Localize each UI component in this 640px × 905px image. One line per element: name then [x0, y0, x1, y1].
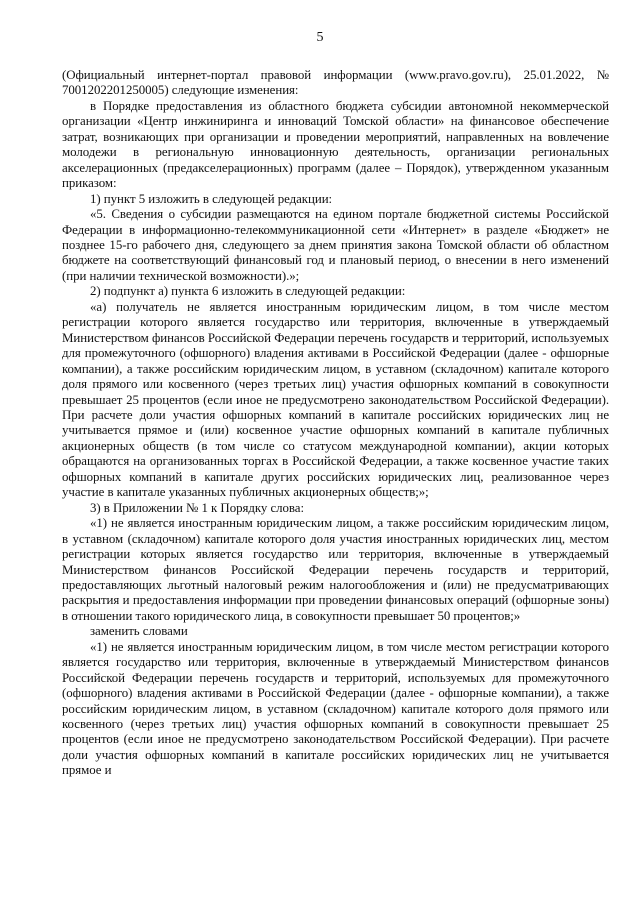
paragraph-intro: (Официальный интернет-портал правовой информации (www.pravo.gov.ru), 25.01.2022, № 7001202201250005) следующие изменения: — [62, 68, 609, 98]
page-number: 5 — [316, 30, 324, 45]
paragraph-item-2-heading: 2) подпункт а) пункта 6 изложить в следующей редакции: — [90, 284, 406, 299]
paragraph-new-wording: «1) не является иностранным юридическим лицом, в том числе местом регистрации которого является государство или территория, включенные в утверждаемый Министерством финансов Российской Федерации перечень государств и территорий, используемых для промежуточного (офшорного) владения активами в Российской Федерации (далее - офшорные компании), а также российским юридическим лицом, в уставном (складочном) капитале которого доля прямого или косвенного (через третьих лиц) участия офшорных компаний в совокупности превышает 25 процентов (если иное не предусмотрено законодательством Российской Федерации). При расчете доли участия офшорных компаний в капитале российских юридических лиц не учитывается прямое и — [62, 639, 609, 778]
paragraph-replace-with: заменить словами — [90, 624, 188, 639]
document-body — [62, 68, 609, 779]
paragraph-item-3-heading: 3) в Приложении № 1 к Порядку слова: — [90, 500, 304, 515]
paragraph-old-wording: «1) не является иностранным юридическим лицом, а также российским юридическим лицом, в уставном (складочном) капитале которого доля участия иностранных юридических лиц, местом регистрации которых является государство или территория, включенные в утверждаемый Министерством финансов Российской Федерации перечень государств и территорий, предоставляющих льготный налоговый режим налогообложения и (или) не предусматривающих раскрытия и предоставления информации при проведении финансовых операций (офшорные зоны) в отношении такого юридического лица, в совокупности превышает 50 процентов;» — [62, 516, 609, 623]
paragraph-subitem-a-text: «а) получатель не является иностранным юридическим лицом, в том числе местом регистрации которого является государство или территория, включенные в утверждаемый Министерством финансов Российской Федерации перечень государств и территорий, используемых для промежуточного (офшорного) владения активами в Российской Федерации (далее - офшорные компании), а также российским юридическим лицом, в уставном (складочном) капитале которого доля прямого или косвенного (через третьих лиц) участия офшорных компаний в совокупности превышает 25 процентов (если иное не предусмотрено законодательством Российской Федерации). При расчете доли участия офшорных компаний в капитале российских юридических лиц не учитывается прямое и (или) косвенное участие офшорных компаний в капитале публичных акционерных обществ (в том числе со статусом международной компании), акции которых обращаются на организованных торгах в Российской Федерации, а также косвенное участие таких офшорных компаний в капитале других российских юридических лиц, реализованное через участие в капитале указанных публичных акционерных обществ;»; — [62, 299, 609, 500]
paragraph-item-5-text: «5. Сведения о субсидии размещаются на едином портале бюджетной системы Российской Федерации в информационно-телекоммуникационной сети «Интернет» в разделе «Бюджет» не позднее 15-го рабочего дня, следующего за днем принятия закона Томской области об областном бюджете на соответствующий финансовый год и плановый период, о внесении в него изменений (при наличии технической возможности).»; — [62, 207, 609, 283]
paragraph-item-1-heading: 1) пункт 5 изложить в следующей редакции: — [90, 191, 333, 206]
paragraph-procedure: в Порядке предоставления из областного бюджета субсидии автономной некоммерческой организации «Центр инжиниринга и инноваций Томской области» на финансовое обеспечение затрат, возникающих при организации и проведении мероприятий, направленных на вовлечение молодежи в региональную инновационную деятельность, организации региональных акселерационных (предакселерационных) программ (далее – Порядок), утвержденном указанным приказом: — [62, 98, 609, 191]
